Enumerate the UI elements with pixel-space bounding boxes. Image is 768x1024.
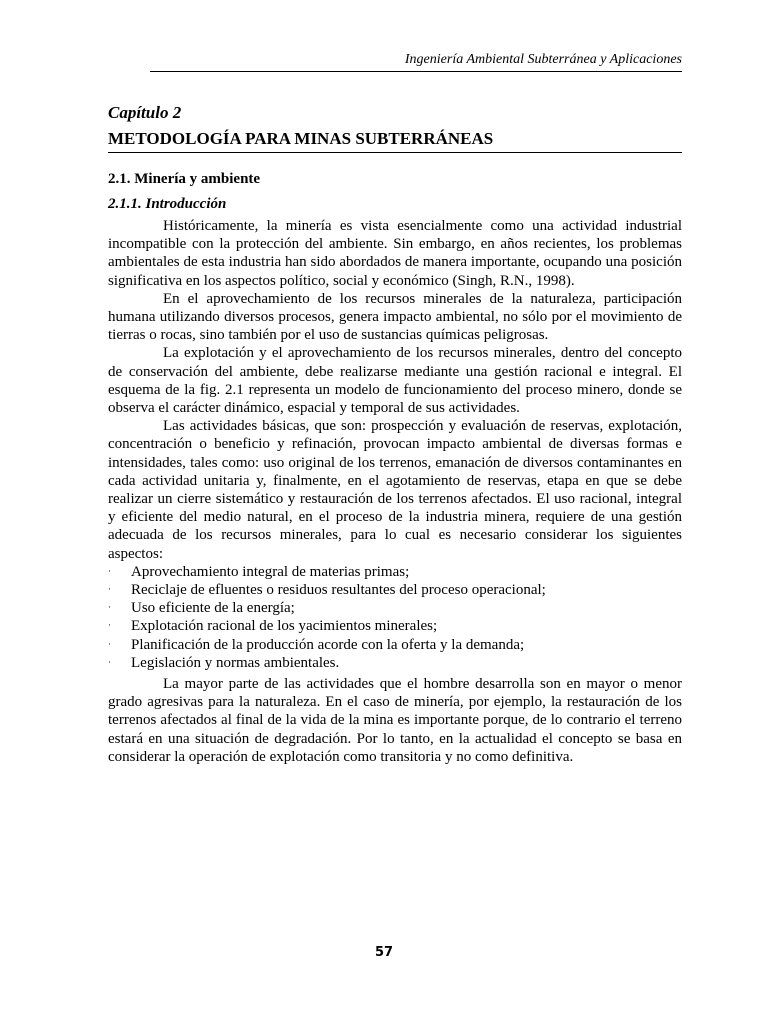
chapter-title: METODOLOGÍA PARA MINAS SUBTERRÁNEAS	[108, 128, 682, 153]
paragraph-4: Las actividades básicas, que son: prospección y evaluación de reservas, explotación, concentración o beneficio y refinación, provocan impacto ambiental de diversas formas e intensidades, tales como: uso original de los terrenos, emanación de diversos contaminantes en cada actividad unitaria y, finalmente, en el agotamiento de reservas, etapa en que se debe realizar un cierre sistemático y restauración de los terrenos afectados. El uso racional, integral y eficiente del medio natural, en el proceso de la industria minera, requiere de una gestión adecuada de los recursos minerales, para lo cual es necesario considerar los siguientes aspectos:	[108, 418, 682, 562]
chapter-label: Capítulo 2	[108, 103, 182, 122]
list-item	[108, 599, 682, 617]
paragraph-2: En el aprovechamiento de los recursos minerales de la naturaleza, participación humana utilizando diversos procesos, genera impacto ambiental, no sólo por el movimiento de tierras o rocas, sino también por el uso de sustancias químicas peligrosas.	[108, 290, 682, 344]
list-item-text: Legislación y normas ambientales.	[131, 654, 340, 671]
bullet-dot-icon: ·	[108, 602, 111, 613]
closing-paragraph: La mayor parte de las actividades que el hombre desarrolla son en mayor o menor grado agresivas para la naturaleza. En el caso de minería, por ejemplo, la restauración de los terrenos afectados al final de la vida de la mina es importante porque, de lo contrario el terreno estará en una situación de degradación. Por lo tanto, en la actualidad el concepto se basa en considerar la operación de explotación como transitoria y no como definitiva.	[108, 676, 682, 765]
list-item	[108, 654, 682, 672]
page-number: 57	[374, 945, 394, 960]
list-item	[108, 636, 682, 654]
aspects-list	[108, 563, 682, 672]
running-header: Ingeniería Ambiental Subterránea y Aplicaciones	[404, 52, 682, 67]
bullet-dot-icon: ·	[108, 565, 111, 576]
list-item-text: Explotación racional de los yacimientos minerales;	[131, 618, 438, 635]
bullet-dot-icon: ·	[108, 620, 111, 631]
list-item	[108, 617, 682, 635]
header-divider	[150, 71, 682, 72]
list-item-text: Uso eficiente de la energía;	[131, 600, 295, 617]
subsection-heading: 2.1.1. Introducción	[108, 196, 227, 212]
list-item-text: Aprovechamiento integral de materias primas;	[131, 563, 410, 580]
list-item-text: Reciclaje de efluentes o residuos resultantes del proceso operacional;	[131, 582, 546, 599]
paragraph-3: La explotación y el aprovechamiento de los recursos minerales, dentro del concepto de conservación del ambiente, debe realizarse mediante una gestión racional e integral. El esquema de la fig. 2.1 representa un modelo de funcionamiento del proceso minero, donde se observa el carácter dinámico, espacial y temporal de sus actividades.	[108, 345, 682, 417]
page-body	[108, 102, 682, 766]
section-heading: 2.1. Minería y ambiente	[108, 171, 261, 187]
bullet-dot-icon: ·	[108, 656, 111, 667]
paragraph-1: Históricamente, la minería es vista esencialmente como una actividad industrial incompatible con la protección del ambiente. Sin embargo, en años recientes, los problemas ambientales de esta industria han sido abordados de manera importante, ocupando una posición significativa en los aspectos político, social y económico (Singh, R.N., 1998).	[108, 218, 682, 289]
bullet-dot-icon: ·	[108, 638, 111, 649]
list-item-text: Planificación de la producción acorde con la oferta y la demanda;	[131, 636, 525, 653]
bullet-dot-icon: ·	[108, 584, 111, 595]
list-item	[108, 563, 682, 581]
list-item	[108, 581, 682, 599]
